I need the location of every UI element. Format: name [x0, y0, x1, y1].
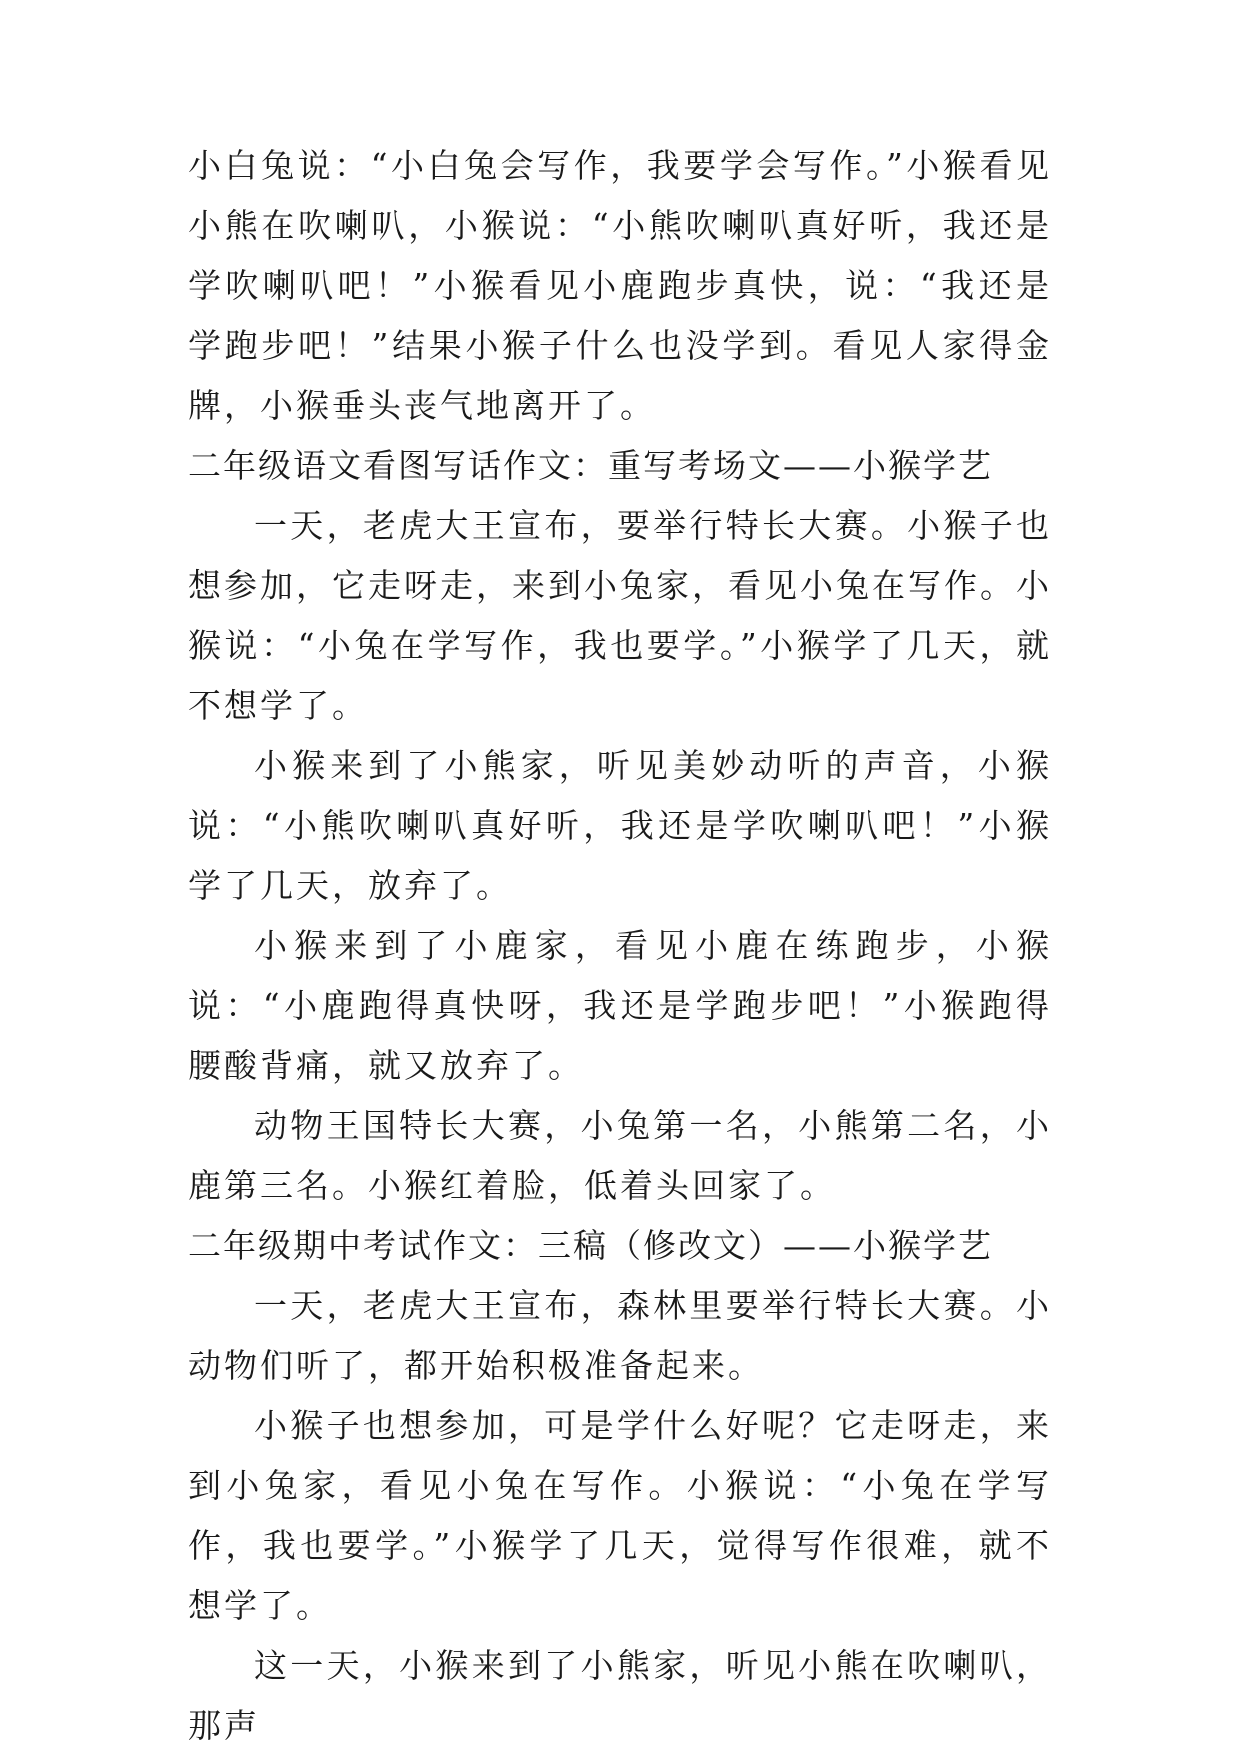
paragraph-bear: 小猴来到了小熊家，听见美妙动听的声音，小猴说：“小熊吹喇叭真好听，我还是学吹喇叭吧！”小猴学了几天，放弃了。	[188, 746, 1052, 905]
paragraph-announcement: 一天，老虎大王宣布，森林里要举行特长大赛。小动物们听了，都开始积极准备起来。	[188, 1286, 1052, 1385]
paragraph-contest-result: 动物王国特长大赛，小兔第一名，小熊第二名，小鹿第三名。小猴红着脸，低着头回家了。	[188, 1106, 1052, 1205]
paragraph-monkey-bear: 这一天，小猴来到了小熊家，听见小熊在吹喇叭，那声	[188, 1646, 1052, 1745]
paragraph-intro: 小白兔说：“小白兔会写作，我要学会写作。”小猴看见小熊在吹喇叭，小猴说：“小熊吹喇叭真好听，我还是学吹喇叭吧！”小猴看见小鹿跑步真快，说：“我还是学跑步吧！”结果小猴子什么也没学到。看见人家得金牌，小猴垂头丧气地离开了。	[188, 146, 1052, 425]
paragraph-rabbit: 一天，老虎大王宣布，要举行特长大赛。小猴子也想参加，它走呀走，来到小兔家，看见小兔在写作。小猴说：“小兔在学写作，我也要学。”小猴学了几天，就不想学了。	[188, 506, 1052, 725]
paragraph-monkey-writing: 小猴子也想参加，可是学什么好呢？它走呀走，来到小兔家，看见小兔在写作。小猴说：“小兔在学写作，我也要学。”小猴学了几天，觉得写作很难，就不想学了。	[188, 1406, 1052, 1625]
paragraph-deer: 小猴来到了小鹿家，看见小鹿在练跑步，小猴说：“小鹿跑得真快呀，我还是学跑步吧！”小猴跑得腰酸背痛，就又放弃了。	[188, 926, 1052, 1085]
document-page	[188, 136, 1052, 1756]
section-heading-rewrite: 二年级语文看图写话作文：重写考场文——小猴学艺	[188, 446, 993, 485]
section-heading-revision: 二年级期中考试作文：三稿（修改文）——小猴学艺	[188, 1226, 993, 1265]
